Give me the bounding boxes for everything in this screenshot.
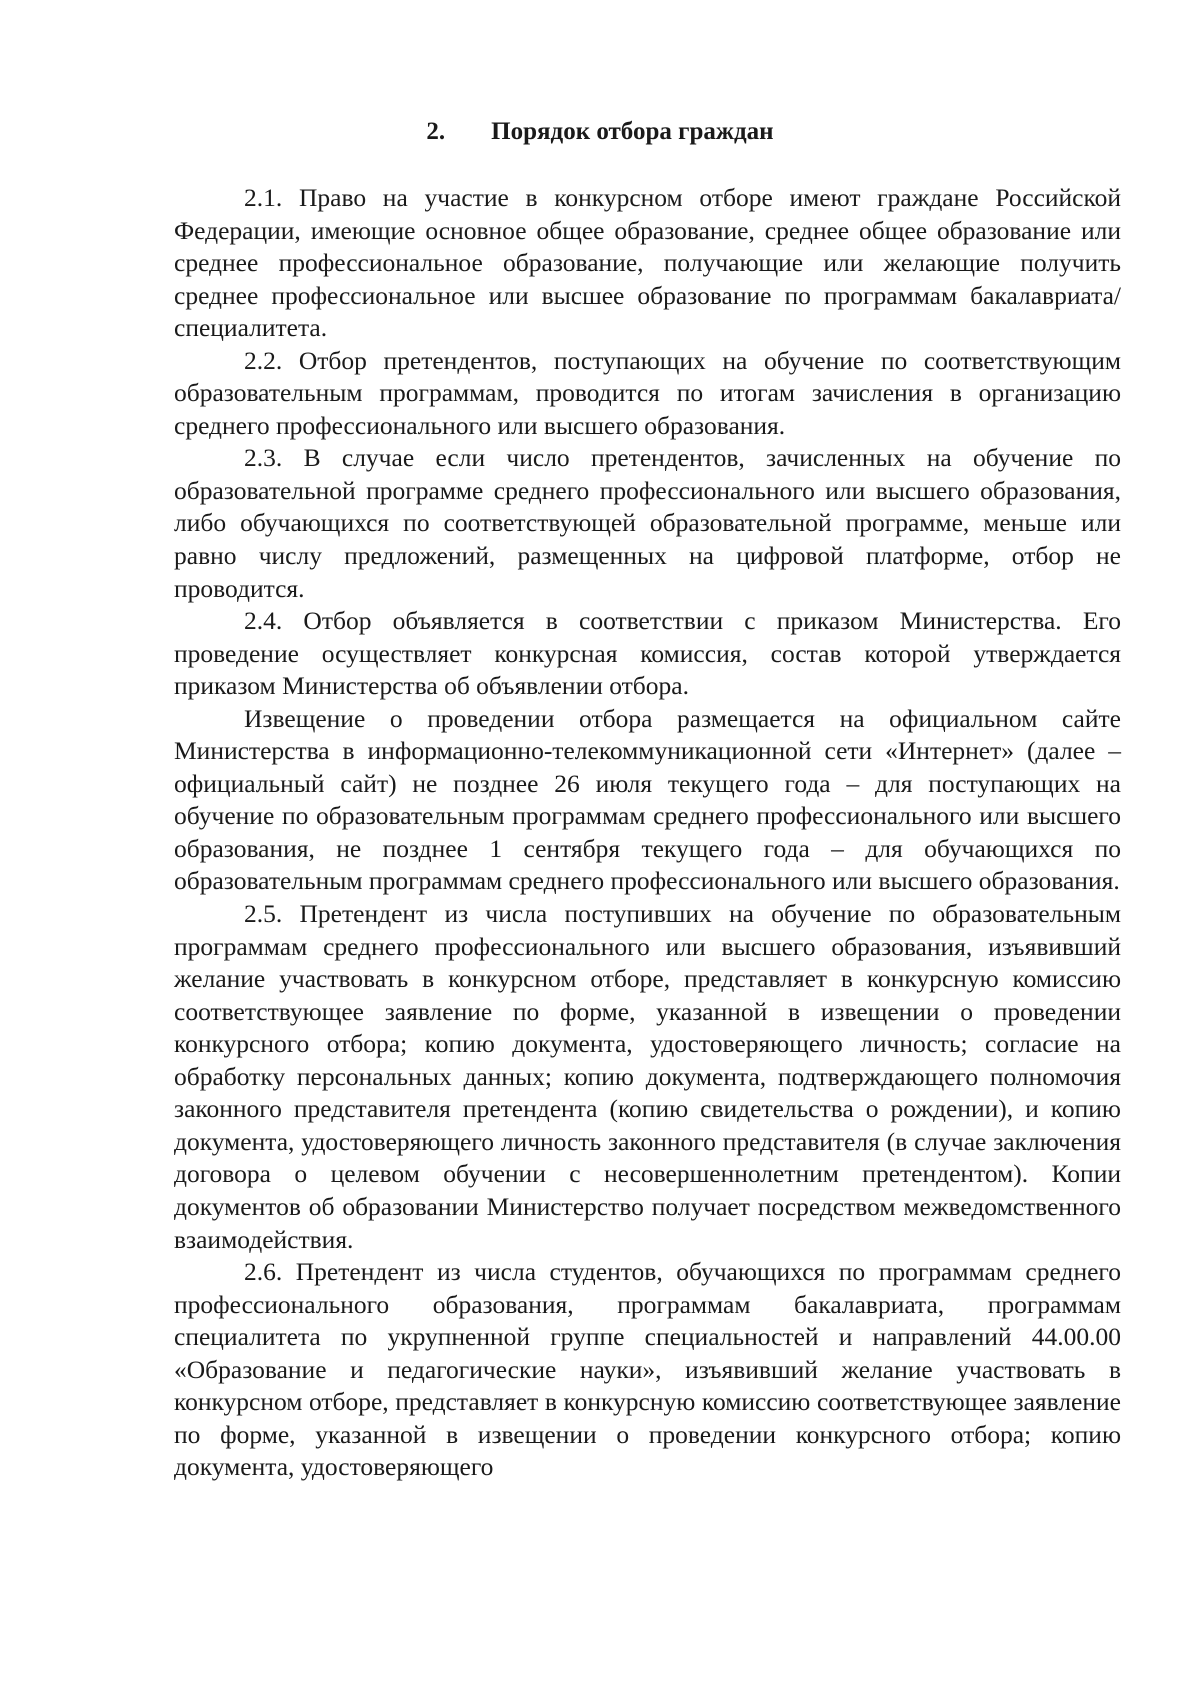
section-number: 2. xyxy=(426,118,446,145)
paragraph-2-6: 2.6. Претендент из числа студентов, обучающихся по программам среднего профессионального образования, программам бакалавриата, программам специалитета по укрупненной группе специальностей и направлений 44.00.00 «Образование и педагогические науки», изъявивший желание участвовать в конкурсном отборе, представляет в конкурсную комиссию соответствующее заявление по форме, указанной в извещении о проведении конкурсного отбора; копию документа, удостоверяющего xyxy=(174,1257,1121,1482)
paragraph-2-5: 2.5. Претендент из числа поступивших на обучение по образовательным программам среднего профессионального или высшего образования, изъявивший желание участвовать в конкурсном отборе, представляет в конкурсную комиссию соответствующее заявление по форме, указанной в извещении о проведении конкурсного отбора; копию документа, удостоверяющего личность; согласие на обработку персональных данных; копию документа, подтверждающего полномочия законного представителя претендента (копию свидетельства о рождении), и копию документа, удостоверяющего личность законного представителя (в случае заключения договора о целевом обучении с несовершеннолетним претендентом). Копии документов об образовании Министерство получает посредством межведомственного взаимодействия. xyxy=(174,899,1121,1254)
section-heading xyxy=(0,116,1200,148)
paragraph-2-2: 2.2. Отбор претендентов, поступающих на обучение по соответствующим образовательным программам, проводится по итогам зачисления в организацию среднего профессионального или высшего образования. xyxy=(174,345,1121,440)
section-body xyxy=(174,182,1121,1484)
paragraph-2-1: 2.1. Право на участие в конкурсном отборе имеют граждане Российской Федерации, имеющие основное общее образование, среднее общее образование или среднее профессиональное образование, получающие или желающие получить среднее профессиональное или высшее образование по программам бакалавриата/специалитета. xyxy=(174,183,1121,343)
section-title: Порядок отбора граждан xyxy=(491,118,774,145)
paragraph-2-4: 2.4. Отбор объявляется в соответствии с приказом Министерства. Его проведение осуществляет конкурсная комиссия, состав которой утверждается приказом Министерства об объявлении отбора. xyxy=(174,606,1121,701)
paragraph-notice: Извещение о проведении отбора размещается на официальном сайте Министерства в информационно-телекоммуникационной сети «Интернет» (далее – официальный сайт) не позднее 26 июля текущего года – для поступающих на обучение по образовательным программам среднего профессионального или высшего образования, не позднее 1 сентября текущего года – для обучающихся по образовательным программам среднего профессионального или высшего образования. xyxy=(174,703,1121,896)
paragraph-2-3: 2.3. В случае если число претендентов, зачисленных на обучение по образовательной программе среднего профессионального или высшего образования, либо обучающихся по соответствующей образовательной программе, меньше или равно числу предложений, размещенных на цифровой платформе, отбор не проводится. xyxy=(174,443,1121,603)
